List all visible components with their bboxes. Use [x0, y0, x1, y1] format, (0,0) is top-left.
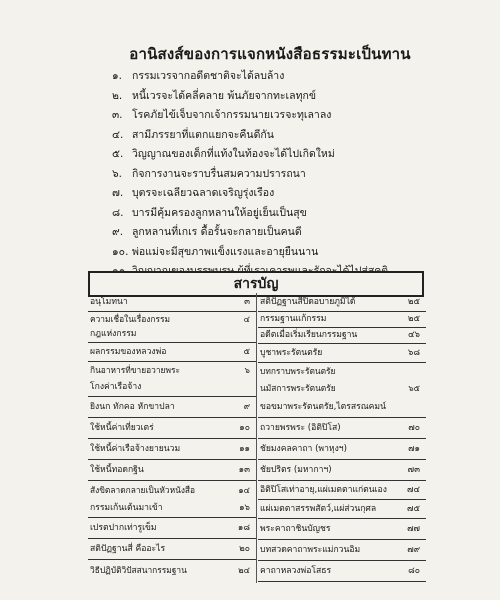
benefit-number: ๒.: [112, 89, 123, 102]
benefit-text: สามีภรรยาที่แตกแยกจะคืนดีกัน: [132, 128, 274, 141]
benefit-item: [112, 184, 472, 204]
toc-entry: [258, 519, 426, 540]
toc-entry: [88, 379, 256, 397]
toc-entry: [258, 312, 426, 328]
toc-entry: [258, 418, 426, 439]
benefit-text: กิจการงานจะราบรื่นสมความปรารถนา: [132, 167, 306, 180]
toc-entry-label: สังขิตลาดกลายเป็นหัวหนังสือ: [90, 485, 196, 495]
benefit-number: ๕.: [112, 148, 124, 160]
benefit-text: พ่อแม่จะมีสุขภาพแข็งแรงและอายุยืนนาน: [132, 245, 319, 258]
toc-title: สารบัญ: [88, 271, 424, 297]
toc-entry-page: ๑๐: [239, 423, 250, 433]
toc-right-column: [258, 293, 426, 582]
toc-entry-label: นมัสการพระรัตนตรัย: [260, 383, 336, 393]
benefit-number: ๔.: [112, 128, 124, 141]
benefit-item: [112, 204, 472, 224]
benefit-number: ๑.: [112, 70, 123, 82]
toc-entry: [258, 500, 426, 519]
toc-entry: [88, 343, 256, 362]
toc-entry-page: ๖๕: [408, 383, 420, 393]
toc-entry-page: ๗๔: [407, 485, 420, 495]
toc-entry-label: ยิงนก ทักคอ หักขาปลา: [90, 402, 175, 412]
toc-entry: [258, 293, 426, 312]
toc-entry-label: อนุโมทนา: [90, 297, 128, 307]
toc-entry-page: ๗๗: [407, 524, 420, 534]
page-title: อานิสงส์ของการแจกหนังสือธรรมะเป็นทาน: [129, 45, 411, 63]
toc-entry-label: อิติปิโสเท่าอายุ,แผ่เมตตาแก่ตนเอง: [260, 485, 387, 495]
toc-entry-page: ๘๐: [408, 566, 420, 576]
toc-entry-label: ความเชื่อในเรื่องกรรม: [90, 314, 170, 324]
benefit-item: [112, 165, 472, 185]
toc-entry-page: ๑๖: [239, 503, 250, 513]
toc-entry-label: อดีตเมื่อเริ่มเรียนกรรมฐาน: [260, 330, 358, 340]
benefit-text: หนี้เวรจะได้คลี่คลาย พ้นภัยจากทะเลทุกข์: [132, 89, 317, 102]
toc-entry-label: ชัยปริตร (มหากาฯ): [260, 465, 332, 475]
toc-entry-page: ๔: [243, 314, 250, 324]
toc-entry: [88, 539, 256, 560]
toc-entry: [258, 328, 426, 344]
toc-entry: [88, 460, 256, 481]
toc-entry: [258, 397, 426, 418]
toc-entry-label: บูชาพระรัตนตรัย: [260, 348, 323, 358]
toc-entry-page: ๗๕: [407, 504, 420, 514]
toc-entry-label: ใช้หนี้ค่าเที่ยวเตร่: [90, 423, 154, 433]
toc-entry-label: วิธีปฏิบัติวิปัสสนากรรมฐาน: [90, 565, 187, 575]
toc-entry-label: ขอขมาพระรัตนตรัย,ไตรสรณคมน์: [260, 402, 386, 412]
toc-entry-label: พระคาถาชินบัญชร: [260, 524, 331, 534]
toc-entry: [258, 380, 426, 397]
toc-entry-page: ๑๘: [237, 523, 250, 533]
benefit-item: [112, 145, 472, 165]
toc-entry-page: ๗๑: [408, 444, 420, 454]
toc-entry-label: สติปัฏฐานสี่ปิดอบายภูมิได้: [260, 297, 356, 307]
toc-entry-label: คาถาหลวงพ่อโสธร: [260, 566, 332, 576]
toc-entry-page: ๕: [243, 347, 250, 357]
toc-entry: [258, 460, 426, 481]
toc-entry-label: เปรตปากเท่ารูเข็ม: [90, 523, 157, 533]
toc-entry-page: ๗๐: [408, 423, 420, 433]
benefit-number: ๖.: [112, 167, 123, 180]
benefits-list: [112, 67, 472, 282]
toc-entry-label: บทสวดคาถาพระแม่กวนอิม: [260, 545, 361, 555]
benefit-number: ๓.: [112, 109, 123, 121]
toc-left-column: [88, 293, 256, 580]
toc-entry-page: ๒๕: [407, 297, 420, 307]
toc-entry: [88, 560, 256, 580]
toc-entry-page: ๔๖: [408, 330, 420, 340]
benefit-number: ๑๐.: [112, 245, 129, 258]
benefit-item: [112, 223, 472, 243]
toc-entry: [88, 327, 256, 343]
toc-entry-label: ใช้หนี้ทอดกฐิน: [90, 465, 144, 475]
toc-entry-label: กินอาหารที่ขายอวายพระ: [90, 365, 180, 375]
benefit-number: ๙.: [112, 226, 124, 238]
toc-entry-label: สติปัฏฐานสี่ คืออะไร: [90, 544, 166, 554]
toc-entry-page: ๗๙: [407, 545, 420, 555]
benefit-item: [112, 243, 472, 263]
benefit-item: [112, 67, 472, 87]
benefit-number: ๗.: [112, 187, 124, 199]
benefit-text: บุตรจะเฉลียวฉลาดเจริญรุ่งเรือง: [132, 187, 275, 199]
toc-entry-page: ๓: [244, 297, 250, 307]
benefit-text: วิญญาณของเด็กที่แท้งในท้องจะได้ไปเกิดใหม่: [132, 148, 335, 160]
toc-entry: [258, 363, 426, 380]
toc-entry-page: ๑๑: [239, 444, 250, 454]
toc-entry-page: ๑๓: [238, 465, 250, 475]
toc-entry-label: ใช้หนี้ค่าเรือจ้างยายนวม: [90, 444, 181, 454]
toc-entry: [258, 481, 426, 500]
toc-entry-page: ๒๐: [239, 544, 250, 554]
benefit-text: บารมีคุ้มครองลูกหลานให้อยู่เย็นเป็นสุข: [132, 206, 307, 219]
toc-entry-label: ถวายพรพระ (อิติปิโส): [260, 423, 341, 433]
toc-entry: [88, 481, 256, 499]
toc-entry-label: บทกราบพระรัตนตรัย: [260, 366, 336, 376]
toc-entry: [258, 344, 426, 363]
benefit-item: [112, 87, 472, 107]
toc-entry-label: กรรมเก้นเต้นมาเข้า: [90, 503, 163, 513]
toc-entry-label: ชัยมงคลคาถา (พาหุงฯ): [260, 444, 347, 454]
toc-entry: [258, 561, 426, 582]
toc-entry: [88, 439, 256, 460]
toc-entry-label: กฎแห่งกรรม: [90, 329, 137, 339]
toc-entry-page: ๙: [243, 402, 250, 412]
toc-entry-page: ๗๓: [407, 465, 420, 475]
toc-entry-page: ๒๕: [407, 314, 420, 324]
toc-entry: [88, 362, 256, 379]
toc-entry-page: ๑๔: [238, 485, 250, 495]
benefit-text: โรคภัยไข้เจ็บจากเจ้ากรรมนายเวรจะทุเลาลง: [132, 109, 332, 121]
toc-entry-label: แผ่เมตตาสรรพสัตว์,แผ่ส่วนกุศล: [260, 504, 377, 514]
toc-entry: [88, 518, 256, 539]
benefit-text: กรรมเวรจากอดีตชาติจะได้ลบล้าง: [132, 70, 285, 82]
toc-entry: [88, 499, 256, 518]
toc-entry: [88, 312, 256, 327]
column-divider: [256, 293, 257, 583]
benefit-item: [112, 126, 472, 146]
toc-entry-label: ผลกรรมของหลวงพ่อ: [90, 347, 167, 357]
benefit-text: ลูกหลานที่เกเร ดื้อรั้นจะกลายเป็นคนดี: [132, 226, 302, 238]
toc-table: [88, 293, 424, 583]
toc-entry: [258, 439, 426, 460]
toc-entry: [88, 293, 256, 312]
toc-entry-page: ๖: [244, 365, 250, 375]
toc-entry-label: โกงค่าเรือจ้าง: [90, 382, 142, 392]
toc-entry: [258, 540, 426, 561]
toc-entry: [88, 397, 256, 418]
toc-entry-label: กรรมฐานแก้กรรม: [260, 314, 327, 324]
toc-entry: [88, 418, 256, 439]
benefit-item: [112, 106, 472, 126]
toc-entry-page: ๖๘: [407, 348, 420, 358]
toc-entry-page: ๒๔: [238, 565, 250, 575]
benefit-number: ๘.: [112, 206, 124, 219]
